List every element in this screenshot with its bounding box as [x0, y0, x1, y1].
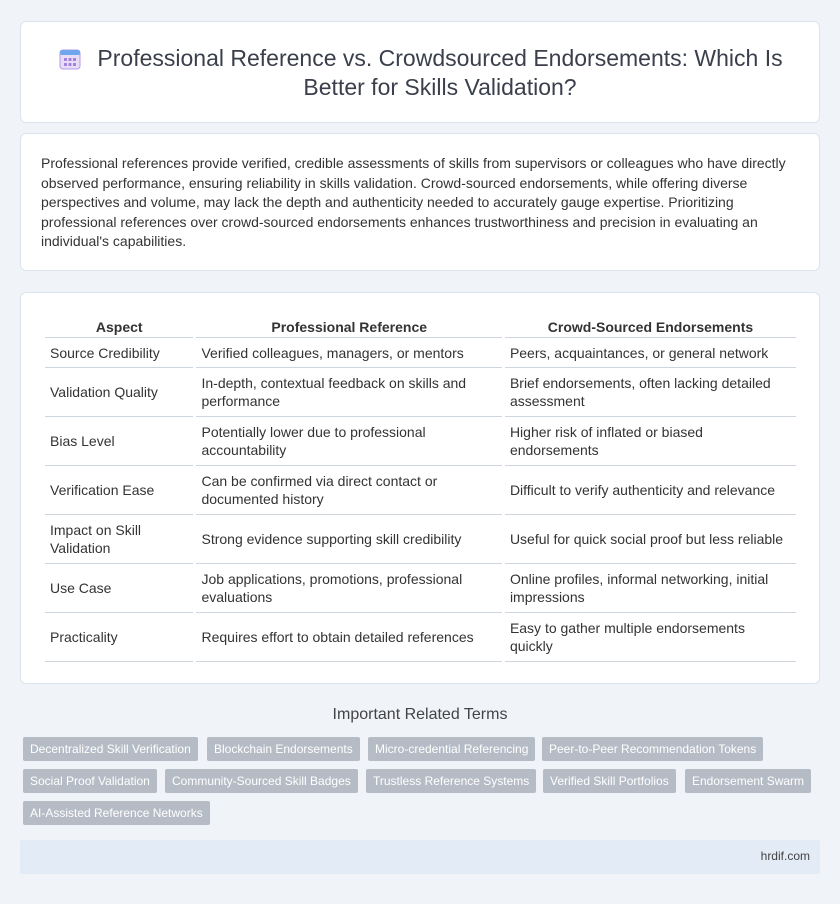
- title-card: [20, 21, 820, 123]
- cell-professional: Requires effort to obtain detailed references: [196, 613, 501, 662]
- comparison-card: [20, 292, 820, 684]
- cell-crowd: Easy to gather multiple endorsements quickly: [505, 613, 796, 662]
- table-row: [45, 564, 796, 613]
- page-title: Professional Reference vs. Crowdsourced Endorsements: Which Is Better for Skills Validation?: [97, 45, 783, 100]
- related-tag[interactable]: Endorsement Swarm: [685, 769, 811, 793]
- cell-crowd: Useful for quick social proof but less reliable: [505, 515, 796, 564]
- cell-aspect: Source Credibility: [45, 338, 193, 368]
- cell-crowd: Higher risk of inflated or biased endorsements: [505, 417, 796, 466]
- cell-crowd: Difficult to verify authenticity and relevance: [505, 466, 796, 515]
- related-tag[interactable]: Peer-to-Peer Recommendation Tokens: [542, 737, 763, 761]
- cell-professional: Job applications, promotions, professional evaluations: [196, 564, 501, 613]
- intro-paragraph: Professional references provide verified, credible assessments of skills from supervisors or colleagues who have directly observed performance, ensuring reliability in skills validation. Crowd-sourced endorsements, while offering diverse perspectives and volume, may lack the depth and authenticity needed to accurately gauge expertise. Prioritizing professional references over crowd-sourced endorsements enhances trustworthiness and precision in evaluating an individual's capabilities.: [41, 155, 786, 250]
- header-aspect: Aspect: [45, 315, 193, 338]
- related-tag[interactable]: Verified Skill Portfolios: [543, 769, 676, 793]
- cell-crowd: Peers, acquaintances, or general network: [505, 338, 796, 368]
- related-tag[interactable]: Decentralized Skill Verification: [23, 737, 198, 761]
- header-professional-reference: Professional Reference: [196, 315, 501, 338]
- related-tag[interactable]: AI-Assisted Reference Networks: [23, 801, 210, 825]
- related-tag[interactable]: Micro-credential Referencing: [368, 737, 535, 761]
- table-header-row: [45, 315, 796, 338]
- table-row: [45, 417, 796, 466]
- related-terms-heading: Important Related Terms: [332, 706, 508, 723]
- cell-aspect: Bias Level: [45, 417, 193, 466]
- intro-card: [20, 133, 820, 271]
- cell-professional: Can be confirmed via direct contact or documented history: [196, 466, 501, 515]
- related-tag[interactable]: Community-Sourced Skill Badges: [165, 769, 358, 793]
- table-row: [45, 368, 796, 417]
- cell-crowd: Brief endorsements, often lacking detailed assessment: [505, 368, 796, 417]
- cell-professional: Verified colleagues, managers, or mentors: [196, 338, 501, 368]
- footer-site[interactable]: hrdif.com: [760, 849, 810, 863]
- related-tag[interactable]: Blockchain Endorsements: [207, 737, 360, 761]
- comparison-table: [42, 315, 799, 662]
- cell-professional: In-depth, contextual feedback on skills and performance: [196, 368, 501, 417]
- table-row: [45, 466, 796, 515]
- cell-professional: Potentially lower due to professional accountability: [196, 417, 501, 466]
- cell-aspect: Verification Ease: [45, 466, 193, 515]
- cell-aspect: Practicality: [45, 613, 193, 662]
- table-row: [45, 613, 796, 662]
- cell-aspect: Validation Quality: [45, 368, 193, 417]
- related-tag[interactable]: Trustless Reference Systems: [366, 769, 536, 793]
- header-crowd-sourced-endorsements: Crowd-Sourced Endorsements: [505, 315, 796, 338]
- cell-professional: Strong evidence supporting skill credibility: [196, 515, 501, 564]
- cell-crowd: Online profiles, informal networking, initial impressions: [505, 564, 796, 613]
- cell-aspect: Impact on Skill Validation: [45, 515, 193, 564]
- table-row: [45, 338, 796, 368]
- related-tag[interactable]: Social Proof Validation: [23, 769, 157, 793]
- table-row: [45, 515, 796, 564]
- footer: [20, 840, 820, 874]
- cell-aspect: Use Case: [45, 564, 193, 613]
